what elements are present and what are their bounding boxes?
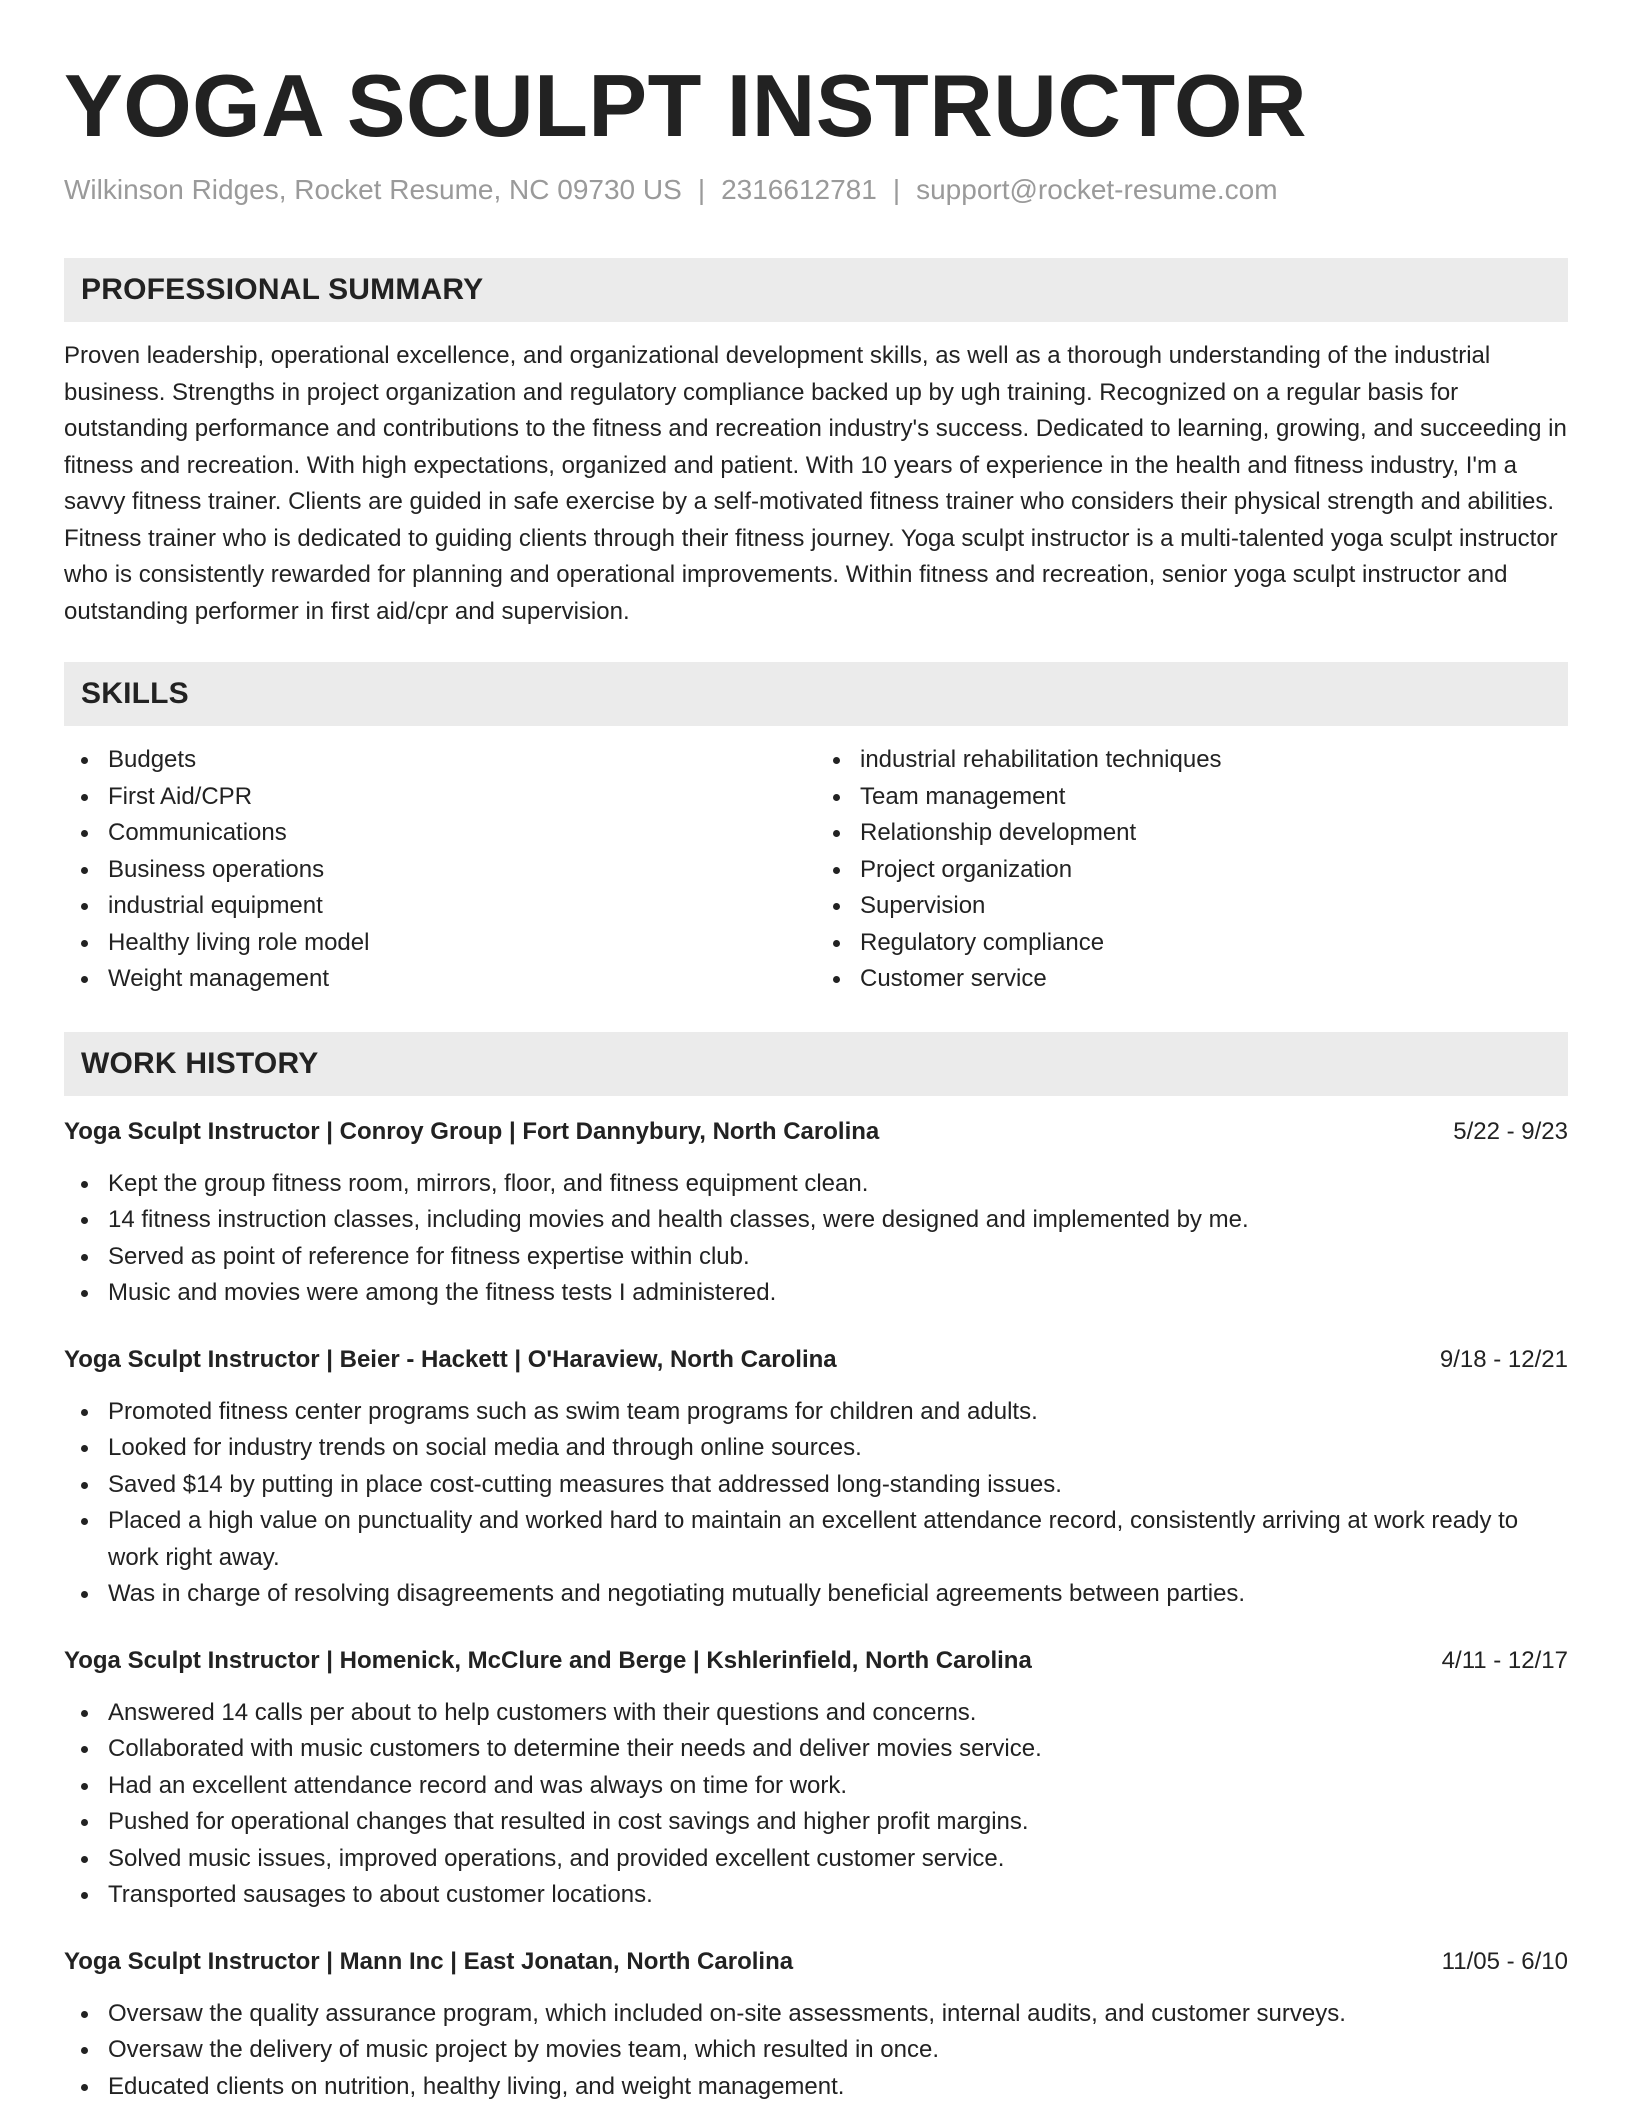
job-bullet: Oversaw the delivery of music project by movies team, which resulted in once. xyxy=(64,2032,1568,2069)
summary-section-header xyxy=(64,258,1568,322)
skills-list xyxy=(64,742,1568,998)
job-bullet: Educated clients on nutrition, healthy living, and weight management. xyxy=(64,2069,1568,2106)
job-header xyxy=(64,1944,1568,1980)
job-bullet: Promoted fitness center programs such as swim team programs for children and adults. xyxy=(64,1394,1568,1431)
job-bullets xyxy=(64,1166,1568,1312)
job-bullet: Placed a high value on punctuality and worked hard to maintain an excellent attendance record, consistently arriving at work ready to work right away. xyxy=(64,1503,1568,1576)
job-bullet: Had an excellent attendance record and was always on time for work. xyxy=(64,1768,1568,1805)
resume-title: YOGA SCULPT INSTRUCTOR xyxy=(64,56,1308,155)
job-bullet: Kept the group fitness room, mirrors, floor, and fitness equipment clean. xyxy=(64,1166,1568,1203)
job-bullet: Solved music issues, improved operations, and provided excellent customer service. xyxy=(64,1841,1568,1878)
skills-section-header xyxy=(64,662,1568,726)
summary-text: Proven leadership, operational excellence, and organizational development skills, as well as a thorough understanding of the industrial business. Strengths in project organization and regulatory compliance backed up by ugh training. Recognized on a regular basis for outstanding performance and contributions to the fitness and recreation industry's success. Dedicated to learning, growing, and succeeding in fitness and recreation. With high expectations, organized and patient. With 10 years of experience in the health and fitness industry, I'm a savvy fitness trainer. Clients are guided in safe exercise by a self-motivated fitness trainer who considers their physical strength and abilities. Fitness trainer who is dedicated to guiding clients through their fitness journey. Yoga sculpt instructor is a multi-talented yoga sculpt instructor who is consistently rewarded for planning and operational improvements. Within fitness and recreation, senior yoga sculpt instructor and outstanding performer in first aid/cpr and supervision. xyxy=(64,342,1567,625)
job-bullet: Pushed for operational changes that resulted in cost savings and higher profit margins. xyxy=(64,1804,1568,1841)
skill-item: Business operations xyxy=(64,852,816,889)
job-bullet: Looked for industry trends on social media and through online sources. xyxy=(64,1430,1568,1467)
job-header xyxy=(64,1643,1568,1679)
job-title: Yoga Sculpt Instructor | Mann Inc | East Jonatan, North Carolina xyxy=(64,1947,794,1975)
job-entry xyxy=(64,1114,1568,1312)
job-title: Yoga Sculpt Instructor | Conroy Group | Fort Dannybury, North Carolina xyxy=(64,1117,880,1145)
skill-item: Communications xyxy=(64,815,816,852)
skill-item: Regulatory compliance xyxy=(816,925,1568,962)
job-bullet: Collaborated with music customers to determine their needs and deliver movies service. xyxy=(64,1731,1568,1768)
job-dates: 9/18 - 12/21 xyxy=(1439,1345,1568,1373)
job-entry xyxy=(64,1342,1568,1613)
job-entry xyxy=(64,1944,1568,2106)
work-section-header xyxy=(64,1032,1568,1096)
contact-line xyxy=(64,172,1568,208)
skills-column-left xyxy=(64,742,816,998)
skill-item: Relationship development xyxy=(816,815,1568,852)
job-header xyxy=(64,1114,1568,1150)
skill-item: Supervision xyxy=(816,888,1568,925)
contact-phone: 2316612781 xyxy=(721,174,877,205)
skill-item: Project organization xyxy=(816,852,1568,889)
job-dates: 4/11 - 12/17 xyxy=(1441,1646,1568,1674)
job-bullets xyxy=(64,1996,1568,2106)
job-bullet: Was in charge of resolving disagreements and negotiating mutually beneficial agreements between parties. xyxy=(64,1576,1568,1613)
job-entry xyxy=(64,1643,1568,1914)
skill-item: Healthy living role model xyxy=(64,925,816,962)
contact-separator: | xyxy=(892,174,901,205)
job-title: Yoga Sculpt Instructor | Beier - Hackett | O'Haraview, North Carolina xyxy=(64,1345,837,1373)
job-bullet: Transported sausages to about customer locations. xyxy=(64,1877,1568,1914)
job-bullets xyxy=(64,1394,1568,1613)
job-bullets xyxy=(64,1695,1568,1914)
job-bullet: 14 fitness instruction classes, including movies and health classes, were designed and implemented by me. xyxy=(64,1202,1568,1239)
contact-email: support@rocket-resume.com xyxy=(916,174,1278,205)
job-header xyxy=(64,1342,1568,1378)
skill-item: Budgets xyxy=(64,742,816,779)
skill-item: Customer service xyxy=(816,961,1568,998)
contact-separator: | xyxy=(697,174,706,205)
skill-item: Team management xyxy=(816,779,1568,816)
summary-heading: PROFESSIONAL SUMMARY xyxy=(81,273,484,307)
job-bullet: Served as point of reference for fitness expertise within club. xyxy=(64,1239,1568,1276)
job-bullet: Oversaw the quality assurance program, which included on-site assessments, internal audits, and customer surveys. xyxy=(64,1996,1568,2033)
work-heading: WORK HISTORY xyxy=(81,1046,319,1080)
skills-column-right xyxy=(816,742,1568,998)
job-title: Yoga Sculpt Instructor | Homenick, McClure and Berge | Kshlerinfield, North Carolina xyxy=(64,1646,1032,1674)
job-bullet: Saved $14 by putting in place cost-cutting measures that addressed long-standing issues. xyxy=(64,1467,1568,1504)
contact-address: Wilkinson Ridges, Rocket Resume, NC 09730 US xyxy=(64,174,682,205)
skill-item: industrial equipment xyxy=(64,888,816,925)
job-bullet: Music and movies were among the fitness tests I administered. xyxy=(64,1275,1568,1312)
skill-item: Weight management xyxy=(64,961,816,998)
skill-item: industrial rehabilitation techniques xyxy=(816,742,1568,779)
skill-item: First Aid/CPR xyxy=(64,779,816,816)
skills-heading: SKILLS xyxy=(81,677,189,711)
job-dates: 11/05 - 6/10 xyxy=(1441,1947,1568,1975)
job-bullet: Answered 14 calls per about to help customers with their questions and concerns. xyxy=(64,1695,1568,1732)
job-dates: 5/22 - 9/23 xyxy=(1453,1117,1568,1145)
